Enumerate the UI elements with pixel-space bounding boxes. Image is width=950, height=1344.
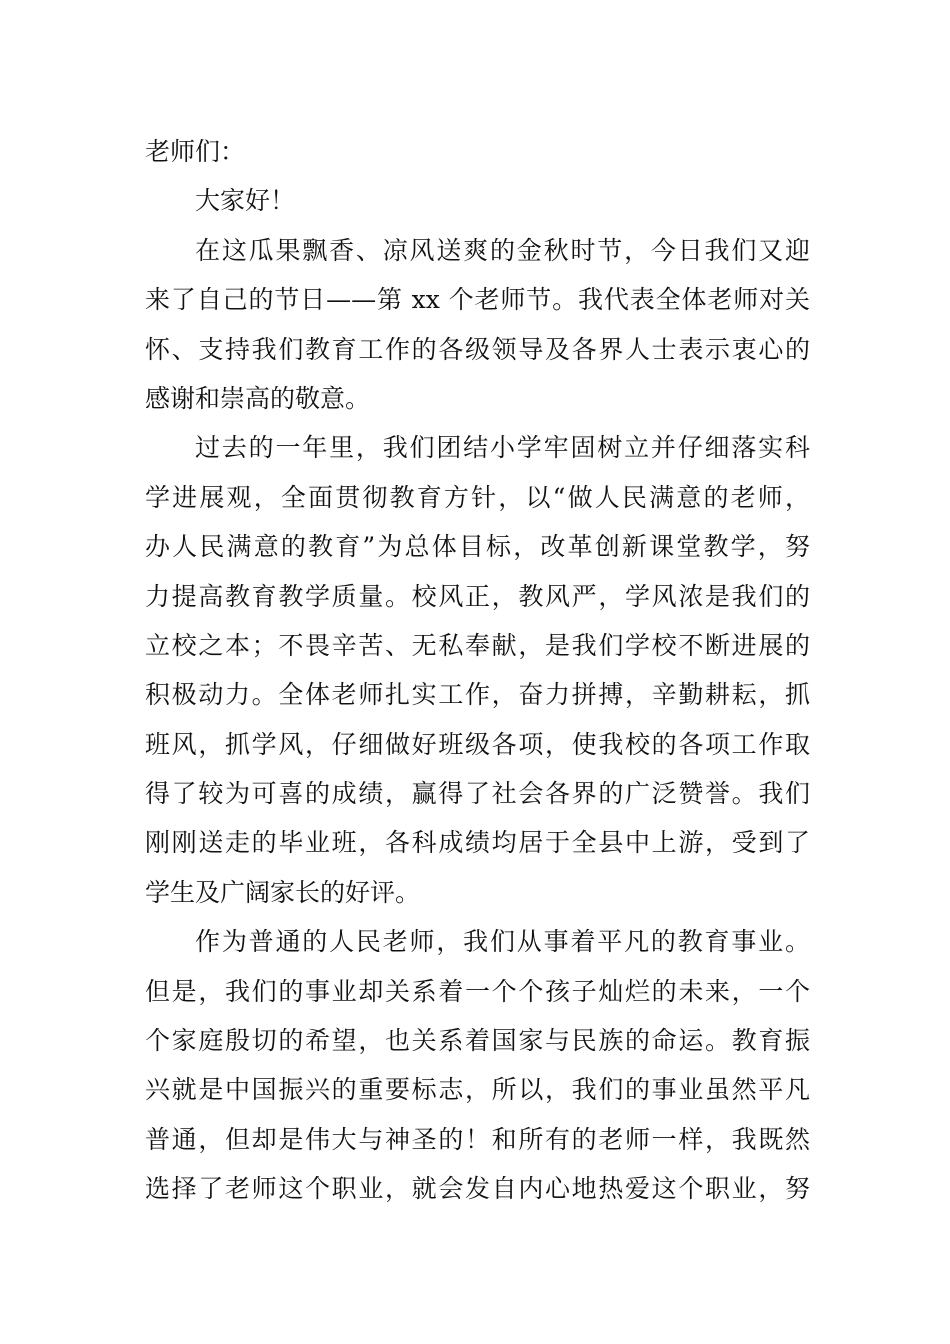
paragraph-line: 选择了老师这个职业，就会发自内心地热爱这个职业，努 xyxy=(145,1174,810,1204)
paragraph-line: 办人民满意的教育”为总体目标，改革创新课堂教学，努 xyxy=(145,532,810,562)
paragraph-line: 学生及广阔家长的好评。 xyxy=(145,877,421,907)
paragraph-line: 怀、支持我们教育工作的各级领导及各界人士表示衷心的 xyxy=(145,334,810,364)
paragraph-line: 过去的一年里，我们团结小学牢固树立并仔细落实科 xyxy=(195,433,810,463)
paragraph-line: 力提高教育教学质量。校风正，教风严，学风浓是我们的 xyxy=(145,581,810,611)
paragraph-line: 积极动力。全体老师扎实工作，奋力拼搏，辛勤耕耘，抓 xyxy=(145,680,810,710)
greeting: 大家好！ xyxy=(195,186,296,216)
paragraph-line: 但是，我们的事业却关系着一个个孩子灿烂的未来，一个 xyxy=(145,976,810,1006)
paragraph-line: 学进展观，全面贯彻教育方针，以“做人民满意的老师， xyxy=(145,482,810,512)
paragraph-line: 普通，但却是伟大与神圣的！和所有的老师一样，我既然 xyxy=(145,1124,810,1154)
paragraph-line: 兴就是中国振兴的重要标志，所以，我们的事业虽然平凡 xyxy=(145,1075,810,1105)
paragraph-line: 来了自己的节日——第 xx 个老师节。我代表全体老师对关 xyxy=(145,285,810,315)
letter-body xyxy=(145,127,810,1214)
paragraph-line: 得了较为可喜的成绩，赢得了社会各界的广泛赞誉。我们 xyxy=(145,779,810,809)
paragraph-line: 刚刚送走的毕业班，各科成绩均居于全县中上游，受到了 xyxy=(145,828,810,858)
paragraph-line: 在这瓜果飘香、凉风送爽的金秋时节，今日我们又迎 xyxy=(195,235,810,265)
paragraph-line: 作为普通的人民老师，我们从事着平凡的教育事业。 xyxy=(195,927,810,957)
salutation: 老师们： xyxy=(145,137,246,166)
paragraph-line: 班风，抓学风，仔细做好班级各项，使我校的各项工作取 xyxy=(145,729,810,759)
paragraph-line: 感谢和崇高的敬意。 xyxy=(145,383,371,413)
paragraph-line: 个家庭殷切的希望，也关系着国家与民族的命运。教育振 xyxy=(145,1026,810,1056)
paragraph-line: 立校之本；不畏辛苦、无私奉献，是我们学校不断进展的 xyxy=(145,630,810,660)
